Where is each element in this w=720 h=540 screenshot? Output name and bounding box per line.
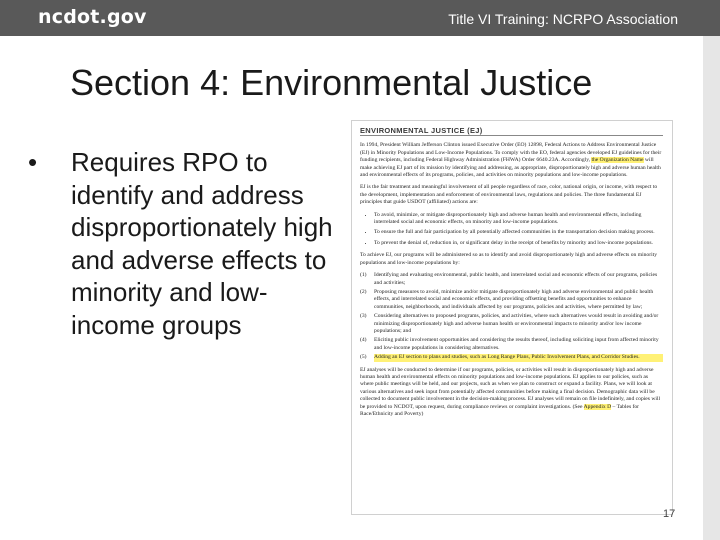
highlight-appendix: Appendix D	[583, 403, 612, 410]
bullet-item: Requires RPO to identify and address disproportionately high and adverse effects to minority and low-income groups	[71, 147, 333, 340]
list-item: • To ensure the full and fair participation by all potentially affected communities in the transportation decision making process.	[374, 229, 663, 236]
slide-title: Section 4: Environmental Justice	[70, 62, 593, 103]
list-item: (4) Eliciting public involvement opportunities and considering the results thereof, including soliciting input from affected minority and low-income populations in considering alternatives.	[360, 337, 659, 351]
list-item-highlighted: (5) Adding an EJ section to plans and studies, such as Long Range Plans, Public Involvement Plans, and Corridor Studies.	[360, 354, 663, 361]
steps-list	[360, 272, 663, 361]
list-item: (1) Identifying and evaluating environmental, public health, and interrelated social and economic effects of our programs, policies and activities;	[360, 272, 658, 286]
list-item: • To avoid, minimize, or mitigate disproportionately high and adverse human health and environmental effects, including interrelated social and economic effects, on minority and low-income populations.	[374, 212, 663, 227]
ncdot-logo: ncdot.gov	[38, 6, 147, 28]
list-item: (2) Proposing measures to avoid, minimize and/or mitigate disproportionately high and adverse environmental and public health effects, and interrelated social and economic effects, and providing offsetting benefits and opportunities to enhance communities, neighborhoods, and individuals affected by our programs, policies and activities, where permitted by law;	[360, 288, 654, 310]
bullet-marker: •	[28, 147, 38, 177]
doc-paragraph-4: EJ analyses will be conducted to determine if our programs, policies, or activities will result in disproportionately high and adverse human health and environmental effects on minority populations and low-income populations. EJ applies to our policies, such as where public meetings will be held, and our projects, such as when we plan to construct or expand a facility. Plans, we will look at various alternatives and seek input from potentially affected communities before making a final decision. Demographic data will be collected to document public involvement in the decision-making process. EJ analyses will remain on file indefinitely, and copies will be provided to NCDOT, upon request, during compliance reviews or complaint investigations. (See Appendix D – Tables for Race/Ethnicity and Poverty)	[360, 366, 661, 417]
page-number: 17	[663, 508, 676, 520]
doc-paragraph-1: In 1994, President William Jefferson Clinton issued Executive Order (EO) 12898, Federal Actions to Address Environmental Justice (EJ) in Minority Populations and Low-Income Populations. To comply with the EO, federal agencies developed EJ guidelines for their funding recipients, including Federal Highway Administration (FHWA) Order 6640.23A. Accordingly, the Organization Name will make achieving EJ part of its mission by identifying and addressing, as appropriate, disproportionately high and adverse human health and environmental effects of its programs, policies, and activities on minority populations and low-income populations.	[360, 142, 662, 179]
highlight-org-name: the Organization Name	[591, 157, 644, 164]
doc-paragraph-3: To achieve EJ, our programs will be administered so as to identify and avoid disproportionately high and adverse effects on minority populations and low-income populations by:	[360, 252, 657, 266]
principles-list	[360, 212, 663, 248]
header-title: Title VI Training: NCRPO Association	[448, 11, 678, 27]
doc-paragraph-2: EJ is the fair treatment and meaningful involvement of all people regardless of race, color, national origin, or income, with respect to the development, implementation and enforcement of environmental laws, regulations and policies. The three fundamental EJ principles that guide USDOT (affiliated) actions are:	[360, 184, 658, 206]
list-item: (3) Considering alternatives to proposed programs, policies, and activities, where such alternatives would result in avoiding and/or minimizing disproportionately high and adverse human health or environmental impacts to minority and/or low income populations; and	[360, 313, 659, 334]
document-excerpt-image	[351, 120, 673, 515]
document-heading: ENVIRONMENTAL JUSTICE (EJ)	[360, 127, 663, 136]
list-item: • To prevent the denial of, reduction in, or significant delay in the receipt of benefits by minority and low-income populations.	[374, 240, 663, 247]
top-bar	[0, 0, 720, 36]
